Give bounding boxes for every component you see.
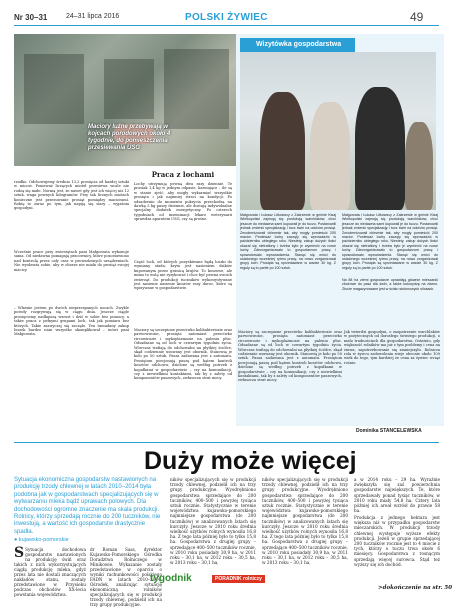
subheading: Praca z lochami	[151, 170, 215, 179]
person-figure	[405, 122, 433, 210]
header-rule	[14, 25, 439, 26]
article1-col3: Maciory są szczepione przeciwko kolibakteriozie oraz parwowirozie, prosięta natomiast przeciwko circowirozie i mykoplazmozie na paleniu płuc. Odsadzane są od loch w czwartym tygodniu życia. Wówczas trafiają do odchowalni na płytkiej ściółce, skąd codziennie usuwany jest obornik. Stanowią je koło po 50 sztuk. Pasza zadawana jest z automatu. Prosiętom porcjonują paszę pod kątem kontroli kosztów odchowu, dzielone są według potrzeb z kopułkami w gospodarstwie – czy na komunikacji, czy z niewielkimi kontaktami, tak by z zalety od komponentów paszowych, zwłaszcza strat mocy.	[238, 330, 342, 383]
article2-col3: ników specjalizujących się w produkcji trzody chlewnej, podzielił ich na trzy grupy produkcyjne. Wyodrębniono gospodarstwa sprzedające do 200 tuczników, 400–500 i powyżej tysiąca sztuk rocznie. Statystycznie w terenie województwa kujawsko-pomorskiego najmniejsze gospodarstwa (do 200 tuczników) w analizowanych latach się kurczyły. Jeszcze w 2010 roku średnia wielkość użytków rolnych wynosiła 16,8 ha. Z tego lata później było to tylko 15,8 ha. Gospodarstwa z drugiej grupy – sprzedające 400–500 tuczników rocznie, w 2010 roku posiadały 30,9 ha, w 2011 roku – 30,1 ha, w 2012 roku – 30,5 ha, w 2013 roku – 30,1 ha,	[170, 477, 256, 566]
article1-col2-p1: Lochy utrzymują pewną dwa razy dziennie. Te prosiak 1,4 kg w jednym odpasie, karmujące – ile są w stanie zjeść, aby mogły wykarmiać wszystkie prosięta i jak najmniej straci na kondycji. Po odsadzeniu do momentu pokrycia przechodzą na dawkę 5 kg paszy dziennie, ale dostają indywidualne specjalny dodatek energetyczny. Po czterech tygodniach od inseminacji lekarz weterynarii sprawdza aparatem USG, czy są prośne.	[134, 182, 232, 222]
person-figure	[260, 92, 305, 210]
continued-note: >dokończenie na str. 50	[378, 585, 453, 591]
person-figure	[310, 102, 350, 210]
article1-col1-p3: – Właśnie jestem po dwóch nieprzespanych nocach. Zwykle porody rozgrywają się w ciągu dnia. Jeszcze ciągle prosięciemy nadłapszą wzrost i dziś w sobie bez pomocy, a także praca z pełnymi grupami loch, tak jak pomiaru bez których. Takie zazwyczaj się zaczęło. Ten tumudany zakup loszek bardzo nam wszystko skomplikował – mówi pani Małgorzata.	[14, 306, 129, 337]
article1-col4: Jak twierdzi gospodyni, o zaopatrzenie warchlaków w pożytecznych od dorosłego świeżego produkcji, o mało trudnościach dla gospodarstwa. Ostatnio, gdy większość rolników ma już z tym problemy i cena na żniwa, zapotrzebowanie się zmniejszyło. Rolnicza rola w żywcu zadowolenia wieje obecnie około 100 wiek do tego, tym bardziej że cena za żywiec wciąż rośnie.	[344, 330, 440, 365]
article1-col1-p1: rzadko. Odchowujemy średnio 13,2 prosięcia od każdej sztuki w miocie. Ponieważ liczących mioteł przesiewa wcale nie rodzą się małe. Normą jest, że nawet gdy jest ich więcej niż 12 sztuk, waga pewnych kilogramów. Przy tak licznych miotach konieczne jest przesuwanie prosiąt pomiędzy maciorami. Robię to zaraz po tym, jak napiją się siary – wyjaśnia gospodyni.	[14, 180, 129, 211]
person-figure	[355, 87, 405, 210]
region-text: kujawsko-pomorskie	[18, 537, 69, 543]
article1-col2-p3: Maciory są szczepione przeciwko kolibakteriozie oraz parwowirozie, prosięta natomiast przeciwko circowirozie i mykoplazmozie na paleniu płuc. Odsadzane są od loch w czwartym tygodniu życia. Wówczas trafiają do odchowalni na płytkiej ściółce, skąd codziennie usuwany jest obornik. Stanowią je koło po 50 sztuk. Pasza zadawana jest z automatu. Prosiętom porcjonują paszę pod kątem kontroli kosztów odchowu, dzielone są według potrzeb z kopułkami w gospodarstwie – czy na komunikacji, czy z niewielkimi kontaktami, tak by z zalety od komponentów paszowych, zwłaszcza strat mocy.	[134, 328, 232, 381]
publication-footer	[150, 573, 310, 589]
article1-col1-p2: Wcześnie prace przy zwierzętach pani Małgorzata wykonuje sama. Od niedawna pomagają pracownicy, które pozostawiono nad kontrolą przez cały czas w prowadzonych urządzeniach. Nie wyobraża sobie, aby w oborze nie miała do prosiąt swojej macicy.	[14, 250, 129, 272]
profile-text-2: Na 88 ha ziemi gospodarze uprawiają głównie mieszanki zbożowe do pasz dla świń, a także kukurydzę na ziarno. Zboże magazynowane jest w ścisłu stutonowych silosach.	[342, 278, 438, 291]
profile-text-1b: Małgorzata i Łukasz Litkowscy z Zakrzewie w gminie Kisaj Wielkopolski zajmują się produkcją warchlaków, choć jeszcze do niedawna sami kupowali je do tuczu. Postanowili jednak zmienić specjalizację i tucz świń na odchów prosiąt. Zmodernizowali chlewnie tak, aby mogły pomieścić 200 macior. Ponieważ lochy zaczęły się wprowadzić w pażdzierniku ubiegłego roku. Niestety, zakup dużych ilości okazał się nietrafiony i trzeba było je wymienić na nowe lochy. Zdezorganizowało to gospodarzom pracę i spowodowało wprowadzenia. Stanąć się wróci do ustalonego wcześniej rytmu pracy, na nowo zorganizował grupy loch. Prosięta są sprzedawane w wadze 30 kg. Z reguły są to partie po 100 sztuk.	[342, 213, 438, 270]
article2-col5a: a w 2014 roku – 29 ha. Wyraźnie zwiększyła się zaś powierzchnia gospodarstw największych. Te, które sprzedawały ponad tysiąc tuczników, w 2010 roku miały 54,8 ha. Cztery lata później ich areał wzrósł do prawie 58 ha.	[354, 477, 440, 514]
author-signature: Dominika STANCELEWSKA	[356, 428, 422, 434]
page-header	[0, 0, 453, 34]
article2-col5b: Produkcja z jednego hektara jest większa niż w przypadku gospodarstw mleczarskich. W produkcji trzody chlewnej występuje wyższe efekty produkcji. Jeżeli w grupie sprzedającej 200 tuczników rocznie jest to 4 miocie z tych, którzy o tuczu trwa około 6 miesięcy. Gospodarstwa z rosnącym sprzedają więcej surowca. Stąd też wyższy się ich dochód.	[354, 515, 440, 567]
article2-title: Duży może więcej	[144, 447, 357, 475]
article1-col2-p2: Część loch, od których pozyskiwane będą loszki do wymiany stada, kryta jest nasieniem dzików kupowanym przez granicą krajów. To koszowe, ale mimo to wolę nie ryzykować i chce być pewna swoich zwierząt. Do produkcji tuczników wykorzystywane jest nasienie nasienie knurów rasy duroc, które są wpisywane w gospodarstwie.	[134, 260, 232, 291]
article2-col1-text: Sytuacja dochodowa gospodarstw nastawionych na produkcję świń oraz takich z nich wykorzystujących ciągłą produkcję mleka, gdyż przez lata nie dostali znaczących nakładów stanu, zostały przedstawione w Przysieku podczas obchodów XX-lecia powstania województwa.	[14, 547, 86, 597]
region-label: ● kujawsko-pomorskie	[14, 537, 69, 543]
pen-stall	[24, 54, 84, 124]
page-number: 49	[410, 10, 424, 24]
profile-text-1: Małgorzata i Łukasz Litkowscy z Zakrzewie w gminie Kisaj Wielkopolski zajmują się produkcją warchlaków, choć jeszcze do niedawna sami kupowali je do tuczu. Postanowili jednak zmienić specjalizację i tucz świń na odchów prosiąt. Zmodernizowali chlewnie tak, aby mogły pomieścić 200 macior. Ponieważ lochy zaczęły się wprowadzić w pażdzierniku ubiegłego roku. Niestety, zakup dużych ilości okazał się nietrafiony i trzeba było je wymienić na nowe lochy. Zdezorganizowało to gospodarzom pracę i spowodowało wprowadzenia. Stanąć się wróci do ustalonego wcześniej rytmu pracy, na nowo zorganizował grupy loch. Prosięta są sprzedawane w wadze 30 kg. Z reguły są to partie po 100 sztuk.	[240, 213, 336, 270]
publication-badge: PORADNIK rolniczy	[212, 575, 265, 583]
family-photo	[240, 52, 436, 210]
pen-stall	[104, 59, 154, 119]
pen-stall	[164, 49, 229, 129]
publication-logo: tygodnik	[150, 573, 192, 584]
article-separator	[14, 442, 439, 443]
photo-caption: Maciory luźne przebywają w kojcach porodowych około 4 tygodnie, do pomieszczenia przesiewania USG	[88, 124, 171, 151]
article2-col4: ników specjalizujących się w produkcji trzody chlewnej, podzielił ich na trzy grupy produkcyjne. Wyodrębniono gospodarstwa sprzedające do 200 tuczników, 400–500 i powyżej tysiąca sztuk rocznie. Statystycznie w terenie województwa kujawsko-pomorskiego najmniejsze gospodarstwa (do 200 tuczników) w analizowanych latach się kurczyły. Jeszcze w 2010 roku średnia wielkość użytków rolnych wynosiła 16,8 ha. Z tego lata później było to tylko 15,8 ha. Gospodarstwa z drugiej grupy – sprzedające 400–500 tuczników rocznie, w 2010 roku posiadały 30,9 ha, w 2011 roku – 30,1 ha, w 2012 roku – 30,5 ha, w 2013 roku – 30,1 ha,	[262, 477, 348, 566]
article2-col2: dr Roman Sass, dyrektor Kujawsko-Pomorskiego Ośrodka Doradztwa Rolniczego w Minikowie. Wykazanie zostały przedstawione w oparciu o wyniki rachunkowości polskiego FADN w latach 2010–2014. Ośrodek, analizując sytuację ekonomiczną rolników specjalizujących się w produkcji trzody chlewnej, podzielił ich na trzy grupy produkcyjne.	[90, 547, 162, 607]
section-title: POLSKI ŻYWIEC	[185, 12, 268, 23]
drop-cap: S	[14, 545, 25, 561]
article2-col1	[14, 547, 86, 595]
issue-number: Nr 30–31	[14, 13, 48, 22]
farm-profile-tag: Wizytówka gospodarstwa	[240, 38, 355, 52]
issue-date: 24–31 lipca 2016	[66, 13, 120, 20]
article2-lead: Sytuacja ekonomiczna gospodarstw nastawionych na produkcję trzody chlewnej w latach 2010–2014 była podobna jak w gospodarstwach specjalizujących się w wytwarzaniu mleka bądź uprawach polowych. Dla dochodowości ogromne znaczenie ma skala produkcji. Rolnicy, którzy sprzedają rocznie do 200 tuczników, nie inwestują, a wartość ich gospodarstw drastycznie spadła.	[14, 477, 161, 535]
